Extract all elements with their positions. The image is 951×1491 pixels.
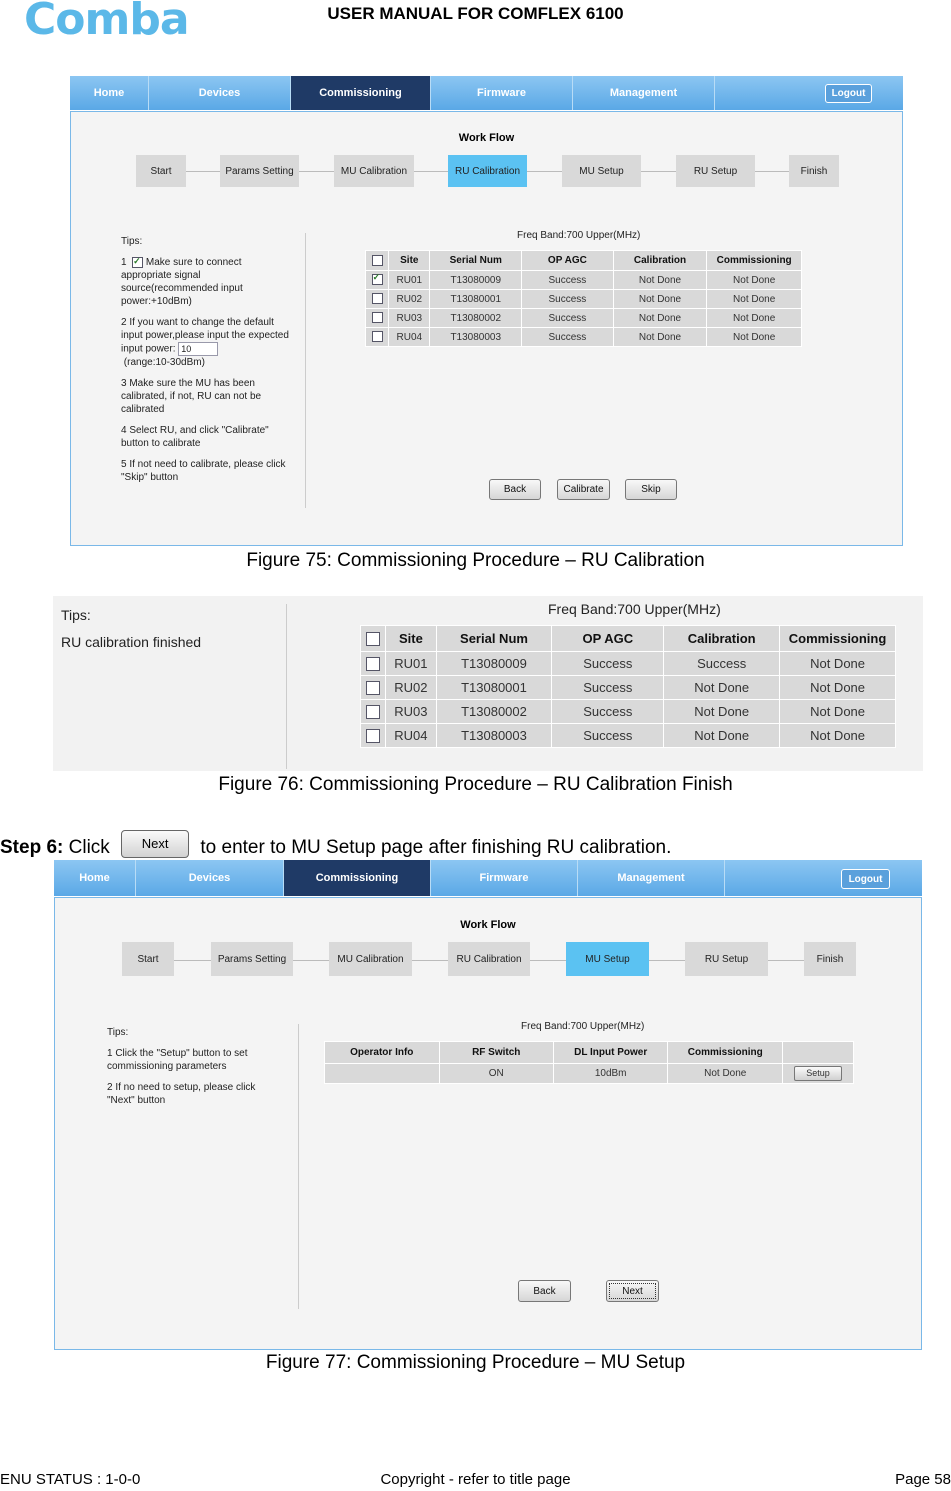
tips-label: Tips:: [107, 1027, 129, 1038]
col-opagc: OP AGC: [552, 626, 664, 652]
divider: [305, 233, 306, 508]
cell-site: RU04: [386, 724, 436, 748]
col-operator-info: Operator Info: [325, 1042, 440, 1064]
table-row: [325, 1064, 854, 1084]
wf-ru-setup: RU Setup: [685, 942, 768, 976]
cell-serial: T13080003: [436, 724, 552, 748]
cell-cal: Not Done: [613, 309, 707, 328]
tip1-text: 1 Click the "Setup" button to set commissioning parameters: [107, 1048, 248, 1072]
cell-comm: Not Done: [707, 290, 802, 309]
table-row[interactable]: [366, 290, 802, 309]
cell-site: RU01: [389, 271, 430, 290]
cell-cal: Not Done: [664, 676, 780, 700]
cell-comm: Not Done: [780, 724, 896, 748]
table-row[interactable]: [361, 700, 896, 724]
cell-comm: Not Done: [707, 309, 802, 328]
tip5-text: 5 If not need to calibrate, please click "Skip" button: [121, 459, 286, 483]
cell-site: RU01: [386, 652, 436, 676]
ru-calibration-finish-screenshot: [53, 596, 923, 771]
next-button[interactable]: Next: [606, 1280, 659, 1302]
table-row[interactable]: [361, 676, 896, 700]
footer-copyright: Copyright - refer to title page: [380, 1471, 571, 1488]
cell-site: RU02: [386, 676, 436, 700]
tip4-text: 4 Select RU, and click "Calibrate" button to calibrate: [121, 425, 269, 449]
row-checkbox[interactable]: [372, 274, 383, 285]
cell-commissioning: Not Done: [668, 1064, 783, 1084]
col-serial: Serial Num: [436, 626, 552, 652]
step-pre: Click: [68, 837, 110, 859]
cell-agc: Success: [522, 290, 614, 309]
tab-home[interactable]: Home: [54, 860, 136, 896]
cell-agc: Success: [522, 328, 614, 347]
back-button[interactable]: Back: [518, 1280, 571, 1302]
col-commissioning: Commissioning: [668, 1042, 783, 1064]
cell-comm: Not Done: [780, 700, 896, 724]
cell-cal: Not Done: [664, 700, 780, 724]
cell-operator: [325, 1064, 440, 1084]
cell-site: RU03: [389, 309, 430, 328]
wf-start: Start: [122, 942, 174, 976]
row-checkbox[interactable]: [372, 331, 383, 342]
figure-76-caption: Figure 76: Commissioning Procedure – RU Calibration Finish: [218, 774, 733, 795]
wf-ru-setup: RU Setup: [676, 155, 755, 187]
tip-text: RU calibration finished: [61, 634, 202, 650]
col-rf-switch: RF Switch: [439, 1042, 553, 1064]
tip3-text: 3 Make sure the MU has been calibrated, if not, RU can not be calibrated: [121, 378, 262, 415]
table-row[interactable]: [366, 309, 802, 328]
workflow-title: Work Flow: [460, 919, 516, 931]
next-button-illustration: Next: [121, 830, 189, 858]
tab-devices[interactable]: Devices: [149, 76, 291, 110]
wf-ru-calibration: RU Calibration: [448, 155, 527, 187]
cell-site: RU02: [389, 290, 430, 309]
cell-agc: Success: [552, 700, 664, 724]
col-site: Site: [386, 626, 436, 652]
col-dl-input-power: DL Input Power: [553, 1042, 667, 1064]
workflow-title: Work Flow: [458, 132, 515, 144]
tip2-range: (range:10-30dBm): [123, 357, 205, 368]
cell-agc: Success: [552, 676, 664, 700]
cell-comm: Not Done: [707, 328, 802, 347]
cell-serial: T13080002: [430, 309, 522, 328]
tips-panel: [61, 606, 201, 659]
row-checkbox[interactable]: [366, 729, 380, 743]
cell-agc: Success: [522, 271, 614, 290]
tab-management[interactable]: Management: [578, 860, 725, 896]
setup-button[interactable]: Setup: [794, 1066, 842, 1081]
ru-calibration-screenshot: [70, 111, 903, 546]
step-post: to enter to MU Setup page after finishing RU calibration.: [200, 837, 672, 859]
figure-77-caption: Figure 77: Commissioning Procedure – MU Setup: [265, 1352, 686, 1373]
tips-label: Tips:: [121, 236, 143, 247]
row-checkbox[interactable]: [372, 293, 383, 304]
row-checkbox[interactable]: [366, 681, 380, 695]
tip2-text: 2 If you want to change the default input power,please input the expected input power:: [121, 317, 289, 355]
step-6-instruction: [0, 834, 671, 862]
cell-cal: Not Done: [664, 724, 780, 748]
step-label: Step 6:: [0, 837, 64, 859]
cell-rf-switch: ON: [439, 1064, 553, 1084]
tip1-number: 1: [121, 257, 127, 268]
tip2-text: 2 If no need to setup, please click "Next" button: [107, 1082, 256, 1106]
tab-firmware[interactable]: Firmware: [431, 76, 573, 110]
table-row[interactable]: [366, 328, 802, 347]
wf-finish: Finish: [804, 942, 856, 976]
tab-home[interactable]: Home: [70, 76, 149, 110]
cell-cal: Not Done: [613, 290, 707, 309]
skip-button[interactable]: Skip: [625, 479, 677, 500]
cell-dl-power: 10dBm: [553, 1064, 667, 1084]
input-power-field[interactable]: 10: [178, 342, 218, 356]
row-checkbox[interactable]: [366, 657, 380, 671]
wf-mu-calibration: MU Calibration: [329, 942, 412, 976]
figure-75-caption: Figure 75: Commissioning Procedure – RU Calibration: [246, 550, 705, 571]
table-row[interactable]: [366, 271, 802, 290]
tab-commissioning[interactable]: Commissioning: [284, 860, 431, 896]
tips-label: Tips:: [61, 607, 91, 623]
cell-agc: Success: [552, 652, 664, 676]
calibrate-button[interactable]: Calibrate: [557, 479, 610, 500]
divider: [286, 604, 287, 769]
cell-cal: Not Done: [613, 328, 707, 347]
document-title: USER MANUAL FOR COMFLEX 6100: [327, 4, 624, 23]
cell-serial: T13080009: [430, 271, 522, 290]
table-row[interactable]: [361, 724, 896, 748]
cell-comm: Not Done: [780, 652, 896, 676]
cell-agc: Success: [552, 724, 664, 748]
wf-params-setting: Params Setting: [211, 942, 293, 976]
col-commissioning: Commissioning: [707, 251, 802, 271]
cell-cal: Not Done: [613, 271, 707, 290]
mu-setup-screenshot: [54, 897, 922, 1350]
col-commissioning: Commissioning: [780, 626, 896, 652]
cell-agc: Success: [522, 309, 614, 328]
cell-serial: T13080002: [436, 700, 552, 724]
mu-table: [324, 1041, 854, 1084]
freq-band: Freq Band:700 Upper(MHz): [521, 1021, 645, 1032]
col-calibration: Calibration: [664, 626, 780, 652]
logout-button[interactable]: Logout: [825, 84, 872, 103]
tips-panel: [107, 1026, 282, 1115]
col-site: Site: [389, 251, 430, 271]
col-action: [783, 1042, 854, 1064]
wf-mu-setup: MU Setup: [566, 942, 649, 976]
wf-mu-setup: MU Setup: [562, 155, 641, 187]
footer-status: ENU STATUS : 1-0-0: [0, 1471, 141, 1488]
cell-serial: T13080001: [430, 290, 522, 309]
row-checkbox[interactable]: [366, 705, 380, 719]
tab-firmware[interactable]: Firmware: [431, 860, 578, 896]
col-opagc: OP AGC: [522, 251, 614, 271]
cell-serial: T13080001: [436, 676, 552, 700]
row-checkbox[interactable]: [372, 312, 383, 323]
ru-table: [360, 625, 896, 748]
nav-bar: [54, 860, 922, 896]
freq-band: Freq Band:700 Upper(MHz): [548, 601, 721, 617]
ru-table: [365, 250, 802, 347]
cell-comm: Not Done: [780, 676, 896, 700]
tab-management[interactable]: Management: [573, 76, 715, 110]
freq-band: Freq Band:700 Upper(MHz): [517, 230, 641, 241]
footer-page-number: Page 58: [895, 1471, 951, 1488]
tip1-text: Make sure to connect appropriate signal source(recommended input power:+10dBm): [121, 257, 243, 307]
select-all-checkbox[interactable]: [372, 255, 383, 266]
tab-devices[interactable]: Devices: [136, 860, 284, 896]
cell-serial: T13080009: [436, 652, 552, 676]
tips-panel: [121, 235, 291, 492]
nav-bar: [70, 76, 903, 110]
wf-mu-calibration: MU Calibration: [334, 155, 414, 187]
cell-site: RU03: [386, 700, 436, 724]
col-serial: Serial Num: [430, 251, 522, 271]
logout-button[interactable]: Logout: [841, 869, 890, 889]
col-calibration: Calibration: [613, 251, 707, 271]
wf-ru-calibration: RU Calibration: [448, 942, 530, 976]
table-row[interactable]: [361, 652, 896, 676]
cell-comm: Not Done: [707, 271, 802, 290]
wf-finish: Finish: [789, 155, 839, 187]
cell-site: RU04: [389, 328, 430, 347]
divider: [298, 1024, 299, 1309]
tip1-checkbox[interactable]: [132, 257, 143, 268]
cell-serial: T13080003: [430, 328, 522, 347]
select-all-checkbox[interactable]: [366, 632, 380, 646]
comba-logo: Comba: [24, 0, 189, 45]
back-button[interactable]: Back: [489, 479, 541, 500]
wf-params-setting: Params Setting: [220, 155, 299, 187]
tab-commissioning[interactable]: Commissioning: [291, 76, 431, 110]
cell-cal: Success: [664, 652, 780, 676]
wf-start: Start: [136, 155, 186, 187]
